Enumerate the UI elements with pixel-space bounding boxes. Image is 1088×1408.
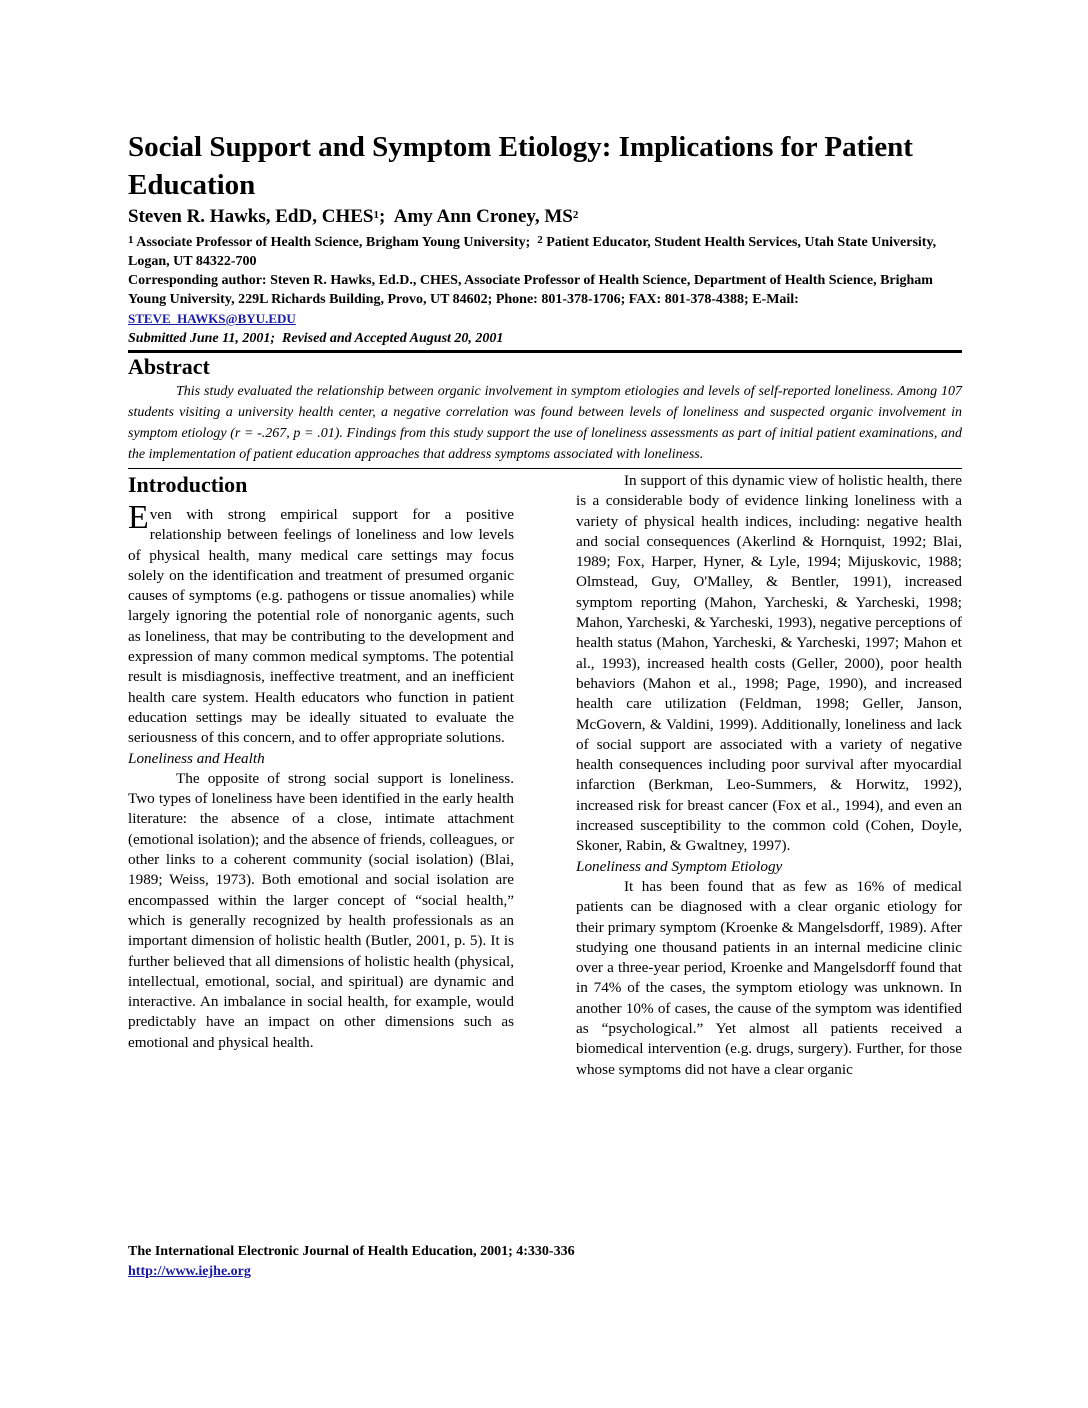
page-footer (128, 1242, 575, 1282)
affil-text-1: Associate Professor of Health Science, Brigham Young University; (133, 235, 538, 250)
author-separator: ; (378, 206, 394, 227)
abstract-rule (128, 468, 962, 469)
author-croney: Amy Ann Croney, MS (393, 206, 573, 227)
corresponding-author (128, 271, 962, 329)
author-line (128, 204, 962, 230)
left-column (128, 471, 514, 1080)
intro-paragraph-1-text: ven with strong empirical support for a positive relationship between feelings of loneliness and low levels of physical health, many medical care settings may focus solely on the identification and treatment of presumed organic causes of symptoms (e.g. pathogens or tissue anomalies) while largely ignoring the potential role of nonorganic agents, such as loneliness, that may be contributing to the development and expression of many common medical symptoms. The potential result is misdiagnosis, ineffective treatment, and an inefficient health care system. Health educators who function in patient education settings may be ideally situated to evaluate the seriousness of this concern, and to offer appropriate solutions. (128, 506, 514, 747)
journal-citation: The International Electronic Journal of Health Education, 2001; 4:330-336 (128, 1244, 575, 1259)
author-hawks: Steven R. Hawks, EdD, CHES (128, 206, 374, 227)
intro-paragraph-3: In support of this dynamic view of holistic health, there is a considerable body of evidence linking loneliness with a variety of physical health indices, including: negative health and social consequences (Akerlind & Hornquist, 1992; Blai, 1989; Fox, Harper, Hyner, & Lyle, 1994; Mijuskovic, 1988; Olmstead, Guy, O'Malley, & Bentler, 1991), increased symptom reporting (Mahon, Yarcheski, & Yarcheski, 1998; Mahon, Yarcheski, & Yarcheski, 1993), negative perceptions of health status (Mahon, Yarcheski, & Yarcheski, 1997; Mahon et al., 1993), increased health costs (Geller, 2000), poor health behaviors (Mahon et al., 1998; Page, 1990), and increased health care utilization (Feldman, 1998; Geller, Janson, McGovern, & Valdini, 1999). Additionally, loneliness and lack of social support are associated with a variety of negative health consequences including poor survival after myocardial infarction (Berkman, Leo-Summers, & Horwitz, 1992), increased risk for breast cancer (Fox et al., 1994), and even an increased susceptibility to the common cold (Cohen, Doyle, Skoner, Rabin, & Gwaltney, 1997). (576, 472, 962, 855)
affiliations (128, 233, 962, 271)
affil-sup-2: 2 (537, 234, 543, 246)
affil-text-2: Patient Educator, Student Health Services, Utah State University, Logan, UT 84322-700 (128, 235, 937, 269)
subheading-symptom-etiology: Loneliness and Symptom Etiology (576, 857, 783, 875)
paper-page (128, 128, 962, 1080)
author-sup-2: 2 (572, 209, 579, 221)
intro-paragraph-2: The opposite of strong social support is loneliness. Two types of loneliness have been identified in the early health literature: the absence of a close, intimate attachment (emotional isolation); and the absence of friends, colleagues, or other links to a coherent community (social isolation) (Blai, 1989; Weiss, 1973). Both emotional and social isolation are encompassed within the larger concept of “social health,” which is generally recognized by health professionals as an important dimension of holistic health (Butler, 2001, p. 5). It is further believed that all dimensions of holistic health (physical, intellectual, emotional, social, and spiritual) are dynamic and interactive. An imbalance in social health, for example, would predictably have an impact on other dimensions such as emotional and physical health. (128, 769, 514, 1051)
affil-sup-1: 1 (128, 234, 134, 246)
intro-paragraph-4: It has been found that as few as 16% of medical patients can be diagnosed with a clear organic etiology for their primary symptom (Kroenke & Mangelsdorff, 1989). After studying one thousand patients in an internal medicine clinic over a three-year period, Kroenke and Mangelsdorff found that in 74% of the cases, the symptom etiology was unknown. In another 10% of cases, the cause of the symptom was identified as “psychological.” Yet almost all patients received a biomedical intervention (e.g. drugs, surgery). Further, for those whose symptoms did not have a clear organic (576, 877, 962, 1078)
subheading-loneliness-health: Loneliness and Health (128, 749, 265, 767)
paper-title: Social Support and Symptom Etiology: Implications for Patient Education (128, 131, 913, 201)
author-sup-1: 1 (373, 209, 379, 221)
abstract-text: This study evaluated the relationship between organic involvement in symptom etiologies and levels of self-reported loneliness. Among 107 students visiting a university health center, a negative correlation was found between levels of loneliness and suspected organic involvement in symptom etiology (r = -.267, p = .01). Findings from this study support the use of loneliness assessments as part of initial patient examinations, and the implementation of patient education approaches that address symptoms associated with loneliness. (128, 384, 962, 462)
right-column (576, 471, 962, 1080)
journal-url-link[interactable]: http://www.iejhe.org (128, 1264, 251, 1279)
submission-dates: Submitted June 11, 2001; Revised and Accepted August 20, 2001 (128, 331, 504, 346)
introduction-heading: Introduction (128, 472, 248, 497)
corresponding-text: Corresponding author: Steven R. Hawks, Ed.D., CHES, Associate Professor of Health Science, Department of Health Science, Brigham Young University, 229L Richards Building, Provo, UT 84602; Phone: 801-378-1706; FAX: 801-378-4388; E-Mail: (128, 273, 933, 307)
abstract-heading: Abstract (128, 354, 210, 379)
email-link[interactable]: STEVE_HAWKS@BYU.EDU (128, 311, 296, 326)
body-columns (128, 471, 962, 1080)
drop-cap: E (128, 499, 149, 536)
intro-paragraph-1 (128, 499, 514, 749)
